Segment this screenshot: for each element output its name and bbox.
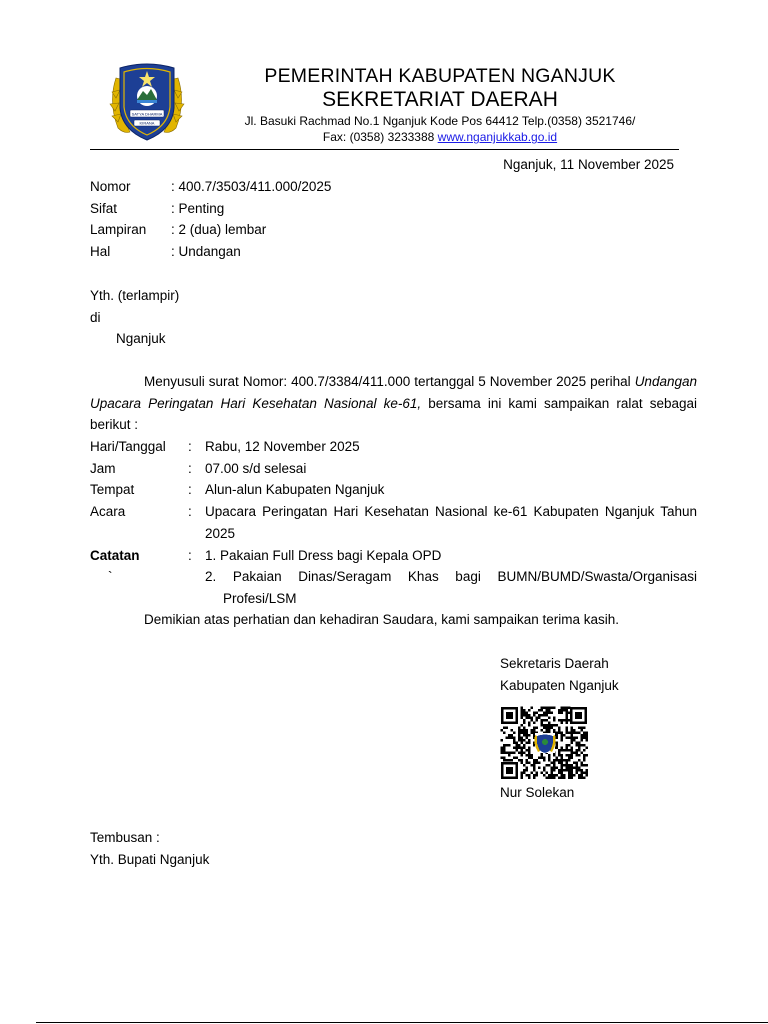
- detail-value: Alun-alun Kabupaten Nganjuk: [205, 482, 385, 498]
- detail-colon: :: [188, 460, 192, 476]
- body-paragraph: [90, 371, 697, 436]
- meta-value: : 400.7/3503/411.000/2025: [171, 179, 332, 194]
- meta-row-sifat: [90, 198, 331, 220]
- meta-key: Sifat: [90, 200, 118, 216]
- notes-item: 1. Pakaian Full Dress bagi Kepala OPD: [205, 547, 442, 563]
- detail-value: 07.00 s/d selesai: [205, 460, 307, 476]
- copy-to-block: [90, 827, 209, 870]
- detail-colon: :: [188, 439, 192, 454]
- unit-name: SEKRETARIAT DAERAH: [322, 88, 558, 111]
- recipient-line: Yth. (terlampir): [90, 288, 180, 303]
- qr-code-signature: [500, 706, 588, 780]
- letterhead: [200, 64, 680, 144]
- page-bottom-edge: [36, 1022, 768, 1023]
- meta-value: : 2 (dua) lembar: [171, 222, 267, 238]
- closing-sentence: Demikian atas perhatian dan kehadiran Saudara, kami sampaikan terima kasih.: [144, 612, 620, 627]
- body-subject: Undangan Upacara Peringatan Hari Kesehatan Nasional ke-61,: [90, 374, 697, 411]
- letterhead-divider: [90, 149, 679, 150]
- notes-row-1: [90, 545, 697, 567]
- fax-website-line: [200, 130, 680, 144]
- signature-block: [500, 653, 619, 696]
- event-details: [90, 436, 697, 610]
- signer-name: Nur Solekan: [500, 785, 575, 800]
- detail-key: Acara: [90, 504, 126, 520]
- detail-value: Rabu, 12 November 2025: [205, 439, 360, 454]
- meta-row-nomor: [90, 176, 331, 198]
- detail-key: Hari/Tanggal: [90, 439, 166, 454]
- stray-backtick: `: [108, 569, 113, 585]
- cc-recipient: Yth. Bupati Nganjuk: [90, 851, 210, 867]
- cc-label: Tembusan :: [90, 830, 160, 845]
- website-link[interactable]: www.nganjukkab.go.id: [437, 130, 558, 144]
- signer-office: Kabupaten Nganjuk: [500, 677, 619, 693]
- recipient-line: di: [90, 309, 101, 325]
- meta-value: : Penting: [171, 200, 225, 216]
- notes-row-2: [90, 566, 697, 609]
- meta-key: Nomor: [90, 179, 131, 194]
- detail-row-place: [90, 479, 697, 501]
- nganjuk-emblem-logo: [106, 58, 188, 144]
- detail-row-time: [90, 458, 697, 480]
- meta-key: Lampiran: [90, 222, 147, 238]
- body-rest: bersama ini kami sampaikan ralat sebagai berikut :: [90, 395, 698, 433]
- emblem-motto-2: KIRANA: [139, 120, 155, 126]
- meta-row-hal: [90, 241, 331, 263]
- notes-item: 2. Pakaian Dinas/Seragam Khas bagi BUMN/BUMD/Swasta/Organisasi Profesi/LSM: [205, 569, 697, 606]
- signer-title: Sekretaris Daerah: [500, 656, 609, 671]
- detail-row-date: [90, 436, 697, 458]
- meta-key: Hal: [90, 244, 111, 260]
- letter-date: Nganjuk, 11 November 2025: [503, 157, 674, 172]
- body-intro: Menyusuli surat Nomor: 400.7/3384/411.000 tertanggal 5 November 2025 perihal: [144, 374, 635, 389]
- fax-number: Fax: (0358) 3233388: [322, 130, 435, 144]
- letter-meta: [90, 176, 331, 263]
- government-name: PEMERINTAH KABUPATEN NGANJUK: [264, 65, 616, 87]
- recipient-city: Nganjuk: [116, 331, 166, 347]
- emblem-motto: SATYA DHARMA: [131, 111, 163, 117]
- meta-row-lampiran: [90, 219, 331, 241]
- detail-value: Upacara Peringatan Hari Kesehatan Nasional ke-61 Kabupaten Nganjuk Tahun 2025: [205, 504, 697, 541]
- notes-label: Catatan: [90, 547, 140, 563]
- detail-key: Jam: [90, 460, 116, 476]
- detail-key: Tempat: [90, 482, 135, 498]
- detail-colon: :: [188, 482, 192, 498]
- detail-row-event: [90, 501, 697, 544]
- recipient-block: [90, 285, 179, 350]
- notes-colon: :: [188, 547, 192, 563]
- address-line: Jl. Basuki Rachmad No.1 Nganjuk Kode Pos 64412 Telp.(0358) 3521746/: [244, 114, 636, 128]
- meta-value: : Undangan: [171, 244, 241, 260]
- detail-colon: :: [188, 504, 192, 520]
